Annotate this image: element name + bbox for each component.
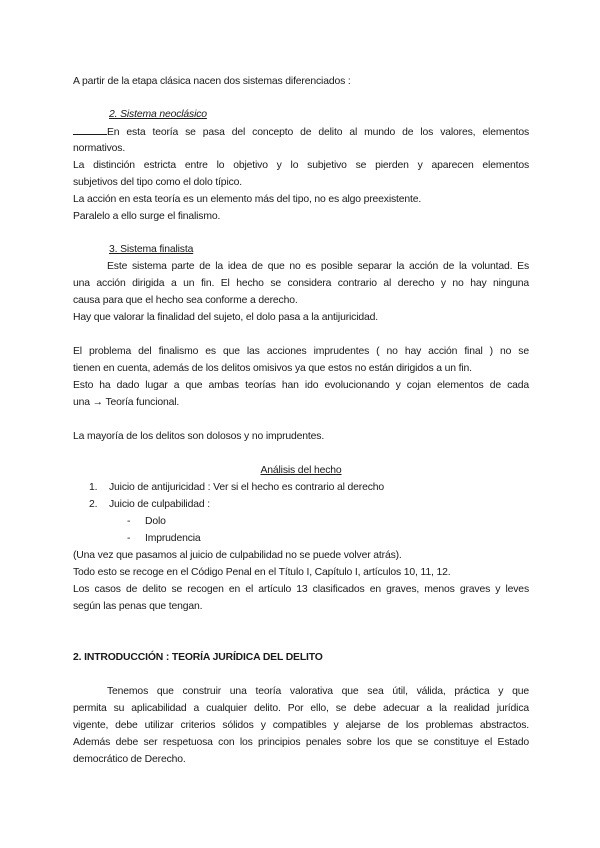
analisis-item-2: 2. Juicio de culpabilidad : (89, 499, 210, 510)
neoclasico-p2a: La distinción estricta entre lo objetivo y lo subjetivo se pierden y aparecen elementos (73, 160, 529, 171)
section2-l4: Además debe ser respetuosa con los principios penales sobre los que se constituye el Estado (73, 737, 529, 748)
neoclasico-p1a: En esta teoría se pasa del concepto de delito al mundo de los valores, elementos (73, 123, 529, 141)
finalista-p4a: Esto ha dado lugar a que ambas teorías han ido evolucionando y cojan elementos de cada (73, 380, 529, 391)
analisis-casos-a: Los casos de delito se recogen en el artículo 13 clasificados en graves, menos graves y leves (73, 584, 529, 595)
neoclasico-heading (73, 106, 529, 123)
neoclasico-p1b: normativos. (73, 143, 126, 154)
arrow-right-icon: → (92, 397, 103, 408)
analisis-sub-2: - Imprudencia (127, 533, 201, 544)
analisis-sub-1: - Dolo (127, 516, 166, 527)
analisis-note: (Una vez que pasamos al juicio de culpabilidad no se puede volver atrás). (73, 550, 402, 561)
neoclasico-title: 2. Sistema neoclásico (109, 109, 207, 120)
finalista-p5: La mayoría de los delitos son dolosos y no imprudentes. (73, 431, 325, 442)
finalista-p2: Hay que valorar la finalidad del sujeto, el dolo pasa a la antijuricidad. (73, 312, 379, 323)
section2-l5: democrático de Derecho. (73, 754, 186, 765)
finalista-p1b: una acción dirigida a un fin. El hecho se considera contrario al derecho y no hay ninguna (73, 278, 529, 289)
finalista-heading (73, 241, 529, 258)
analisis-codigo: Todo esto se recoge en el Código Penal en el Título I, Capítulo I, artículos 10, 11, 12. (73, 567, 451, 578)
intro-line: A partir de la etapa clásica nacen dos sistemas diferenciados : (73, 76, 351, 87)
section2-l3: vigente, debe utilizar criterios sólidos y compatibles y alejarse de los problemas abstractos. (73, 720, 529, 731)
finalista-p3a: El problema del finalismo es que las acciones imprudentes ( no hay acción final ) no se (73, 346, 529, 357)
analisis-title: Análisis del hecho (260, 465, 342, 476)
analisis-item-1: 1. Juicio de antijuricidad : Ver si el hecho es contrario al derecho (89, 482, 384, 493)
blank-line (73, 123, 107, 135)
section2-l1: Tenemos que construir una teoría valorativa que sea útil, válida, práctica y que (107, 686, 529, 697)
neoclasico-p2b: subjetivos del tipo como el dolo típico. (73, 177, 243, 188)
finalista-title: 3. Sistema finalista (109, 244, 194, 255)
finalista-p1a: Este sistema parte de la idea de que no es posible separar la acción de la voluntad. Es (107, 261, 529, 272)
section2-l2: permita su aplicabilidad a cualquier delito. Por ello, se debe adecuar a la realidad jurídica (73, 703, 529, 714)
neoclasico-p3: La acción en esta teoría es un elemento más del tipo, no es algo preexistente. (73, 194, 422, 205)
analisis-casos-b: según las penas que tengan. (73, 601, 203, 612)
finalista-p1c: causa para que el hecho sea conforme a derecho. (73, 295, 298, 306)
section2-heading: 2. INTRODUCCIÓN : TEORÍA JURÍDICA DEL DELITO (73, 652, 323, 663)
finalista-p3b: tienen en cuenta, además de los delitos omisivos ya que estos no están dirigidos a un fin. (73, 363, 472, 374)
neoclasico-p4: Paralelo a ello surge el finalismo. (73, 211, 221, 222)
finalista-p4b: una → Teoría funcional. (73, 397, 180, 408)
